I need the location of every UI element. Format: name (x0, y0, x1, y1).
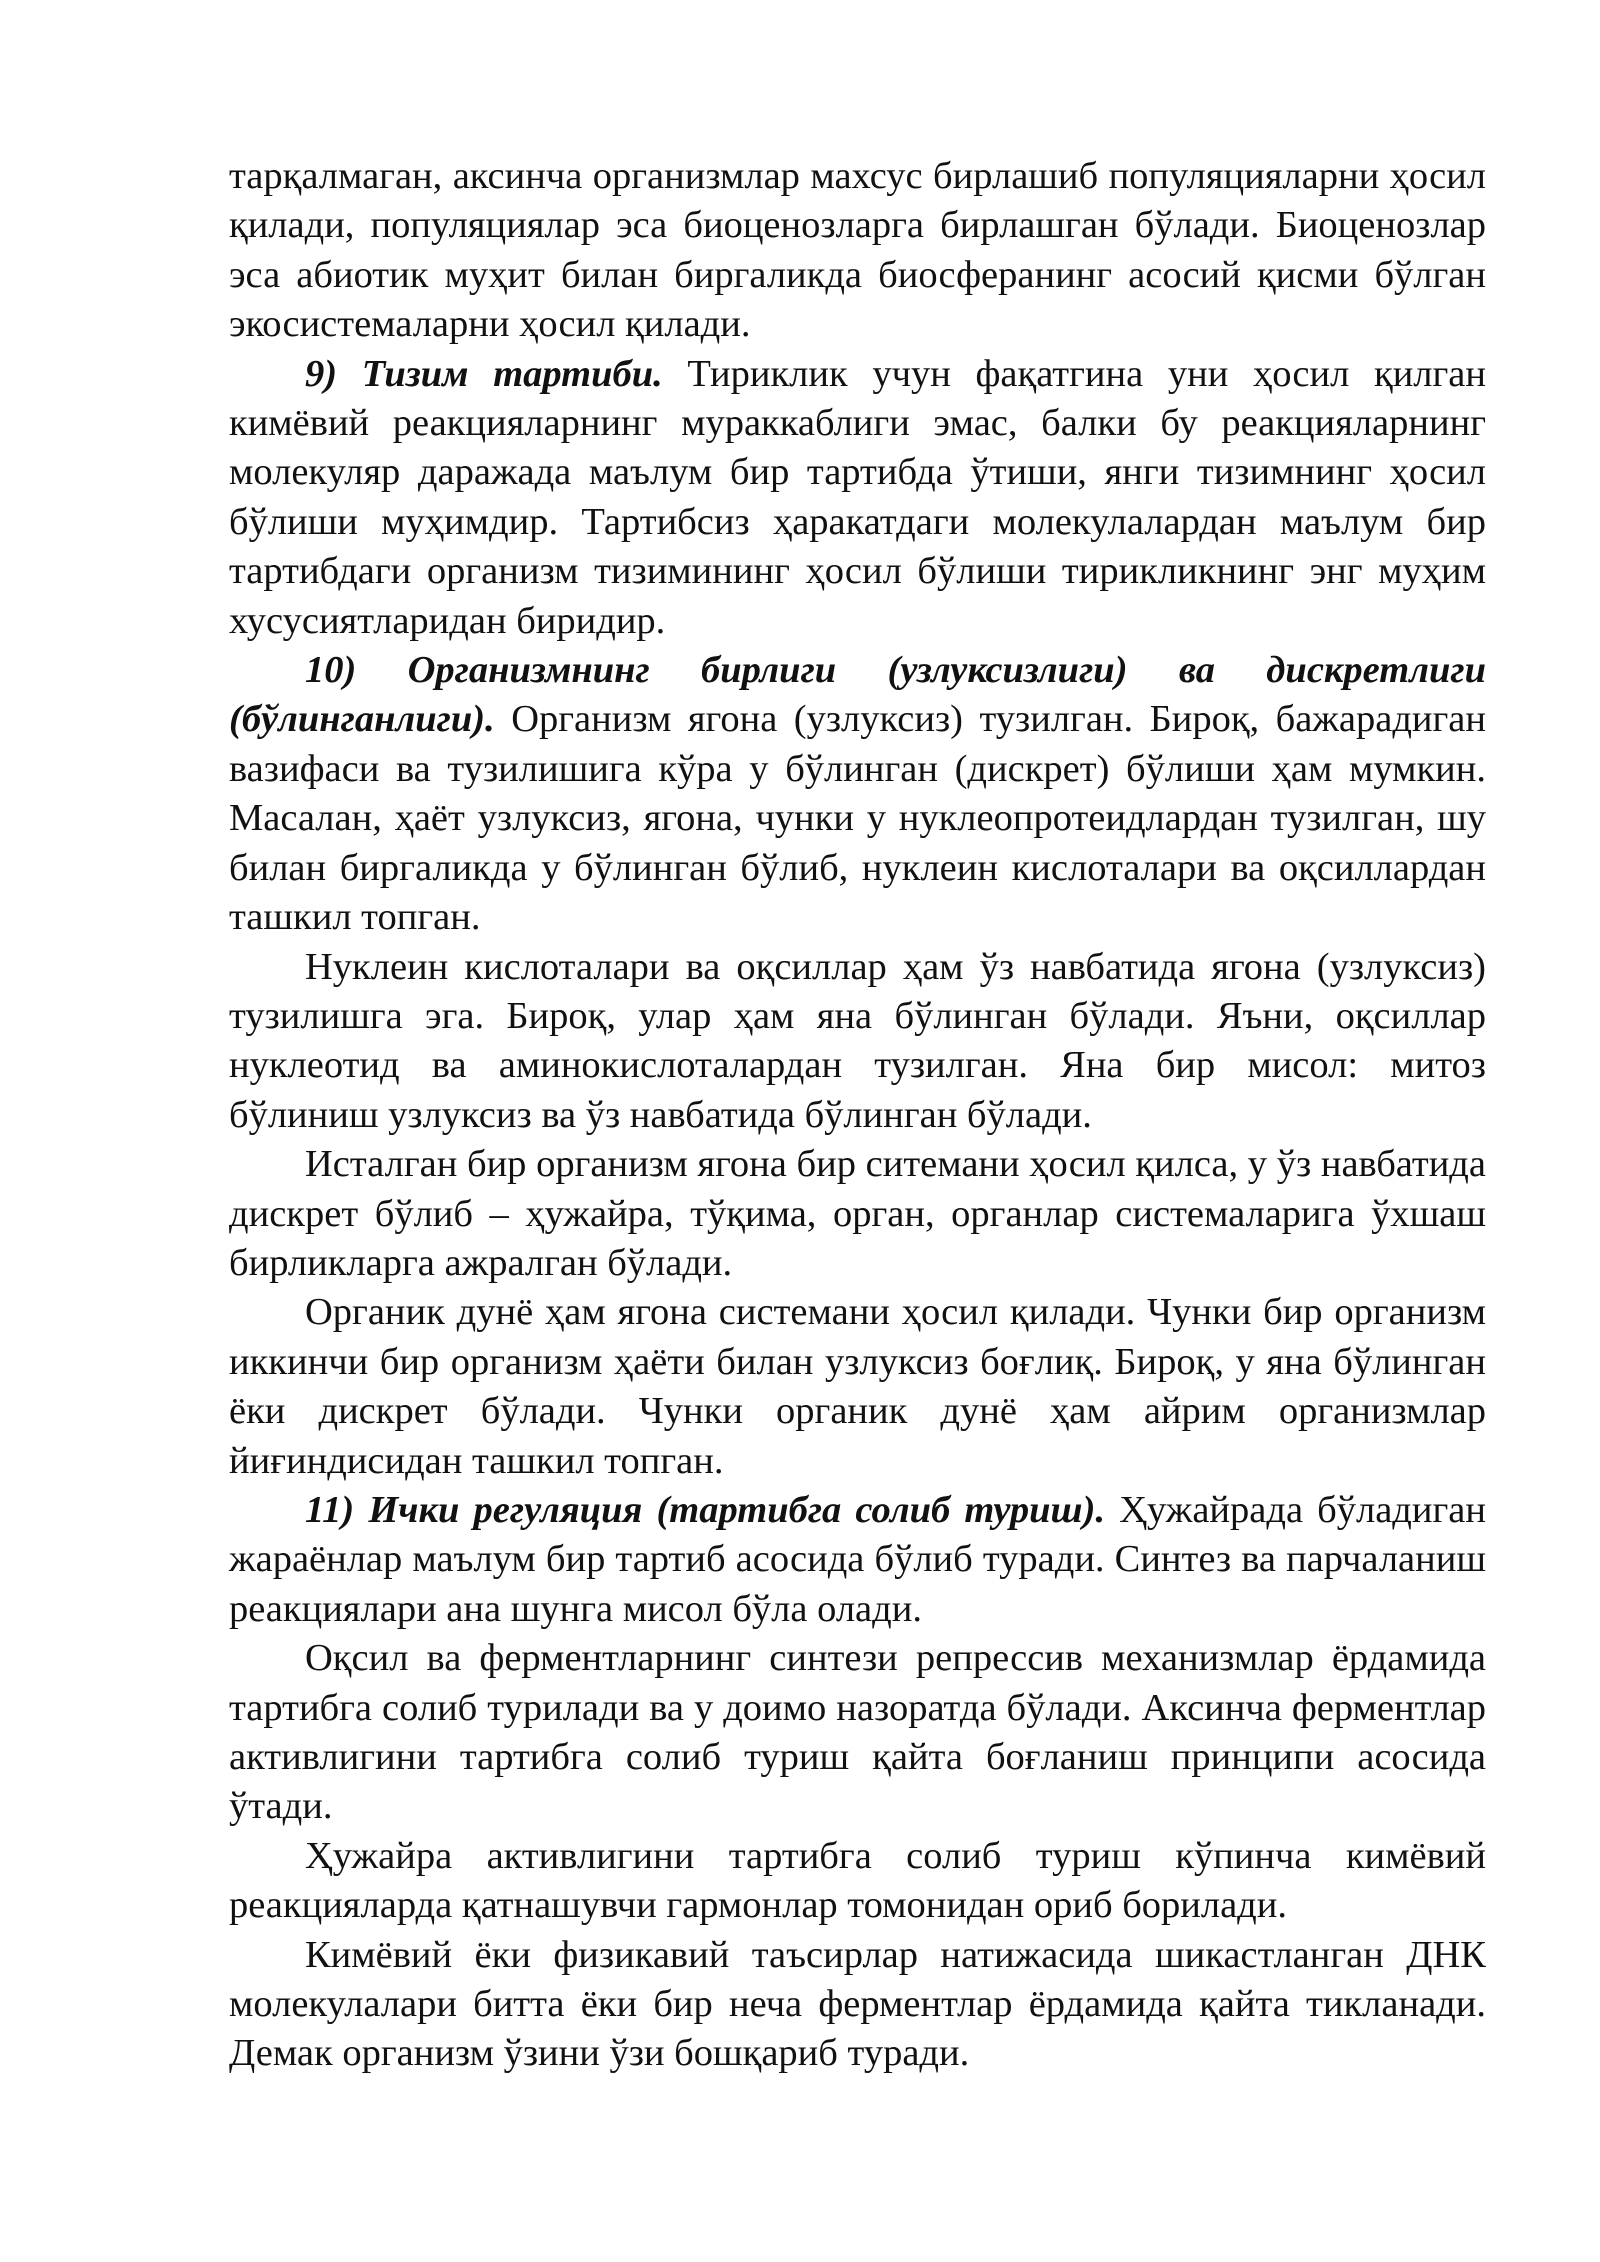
paragraph-text: Исталган бир организм ягона бир ситемани ҳосил қилса, у ўз навбатида дискрет бўлиб – ҳужайра, тўқима, орган, органлар системаларига ўхшаш бирликларга ажралган бўлади. (229, 1143, 1486, 1284)
paragraph-9 (229, 1832, 1486, 1931)
paragraph-6 (229, 1288, 1486, 1486)
paragraph-5 (229, 1140, 1486, 1288)
paragraph-heading: 9) Тизим тартиби. (305, 352, 663, 395)
paragraph-text: Нуклеин кислоталари ва оқсиллар ҳам ўз навбатида ягона (узлуксиз) тузилишга эга. Бироқ, улар ҳам яна бўлинган бўлади. Яъни, оқсиллар нуклеотид ва аминокислоталардан тузилган. Яна бир мисол: митоз бўлиниш узлуксиз ва ўз навбатида бўлинган бўлади. (229, 945, 1486, 1136)
paragraph-text: Ҳужайрада бўладиган жараёнлар маълум бир тартиб асосида бўлиб туради. Синтез ва парчаланиш реакциялари ана шунга мисол бўла олади. (229, 1488, 1486, 1630)
paragraph-1 (229, 152, 1486, 350)
paragraph-3 (229, 646, 1486, 942)
paragraph-heading: 10) Организмнинг бирлиги (узлуксизлиги) ва дискретлиги (бўлинганлиги). (229, 649, 1486, 741)
paragraph-text: Оқсил ва ферментларнинг синтези репрессив механизмлар ёрдамида тартибга солиб турилади ва у доимо назоратда бўлади. Аксинча ферментлар активлигини тартибга солиб туриш қайта боғланиш принципи асосида ўтади. (229, 1637, 1486, 1828)
paragraph-text: Органик дунё ҳам ягона системани ҳосил қилади. Чунки бир организм иккинчи бир организм ҳаёти билан узлуксиз боғлиқ. Бироқ, у яна бўлинган ёки дискрет бўлади. Чунки органик дунё ҳам айрим организмлар йиғиндисидан ташкил топган. (229, 1291, 1486, 1482)
paragraph-8 (229, 1634, 1486, 1832)
paragraph-heading: 11) Ички регуляция (тартибга солиб туриш). (305, 1488, 1106, 1531)
body-text (229, 152, 1486, 2079)
paragraph-4 (229, 943, 1486, 1141)
paragraph-7 (229, 1486, 1486, 1634)
paragraph-text: Тириклик учун фақатгина уни ҳосил қилган кимёвий реакцияларнинг мураккаблиги эмас, балки бу реакцияларнинг молекуляр даражада маълум бир тартибда ўтиши, янги тизимнинг ҳосил бўлиши муҳимдир. Тартибсиз ҳаракатдаги молекулалардан маълум бир тартибдаги организм тизимининг ҳосил бўлиши тирикликнинг энг муҳим хусусиятларидан биридир. (229, 352, 1486, 642)
paragraph-text: Ҳужайра активлигини тартибга солиб туриш кўпинча кимёвий реакцияларда қатнашувчи гармонлар томонидан ориб борилади. (229, 1834, 1486, 1927)
paragraph-text: Кимёвий ёки физикавий таъсирлар натижасида шикастланган ДНК молекулалари битта ёки бир неча ферментлар ёрдамида қайта тикланади. Демак организм ўзини ўзи бошқариб туради. (229, 1933, 1486, 2075)
paragraph-text: Организм ягона (узлуксиз) тузилган. Бироқ, бажарадиган вазифаси ва тузилишига кўра у бўлинган (дискрет) бўлиши ҳам мумкин. Масалан, ҳаёт узлуксиз, ягона, чунки у нуклеопротеидлардан тузилган, шу билан биргаликда у бўлинган бўлиб, нуклеин кислоталари ва оқсиллардан ташкил топган. (229, 698, 1486, 939)
paragraph-10 (229, 1931, 1486, 2079)
paragraph-2 (229, 350, 1486, 646)
paragraph-text: тарқалмаган, аксинча организмлар махсус бирлашиб популяцияларни ҳосил қилади, популяциялар эса биоценозларга бирлашган бўлади. Биоценозлар эса абиотик муҳит билан биргаликда биосферанинг асосий қисми бўлган экосистемаларни ҳосил қилади. (229, 155, 1486, 346)
